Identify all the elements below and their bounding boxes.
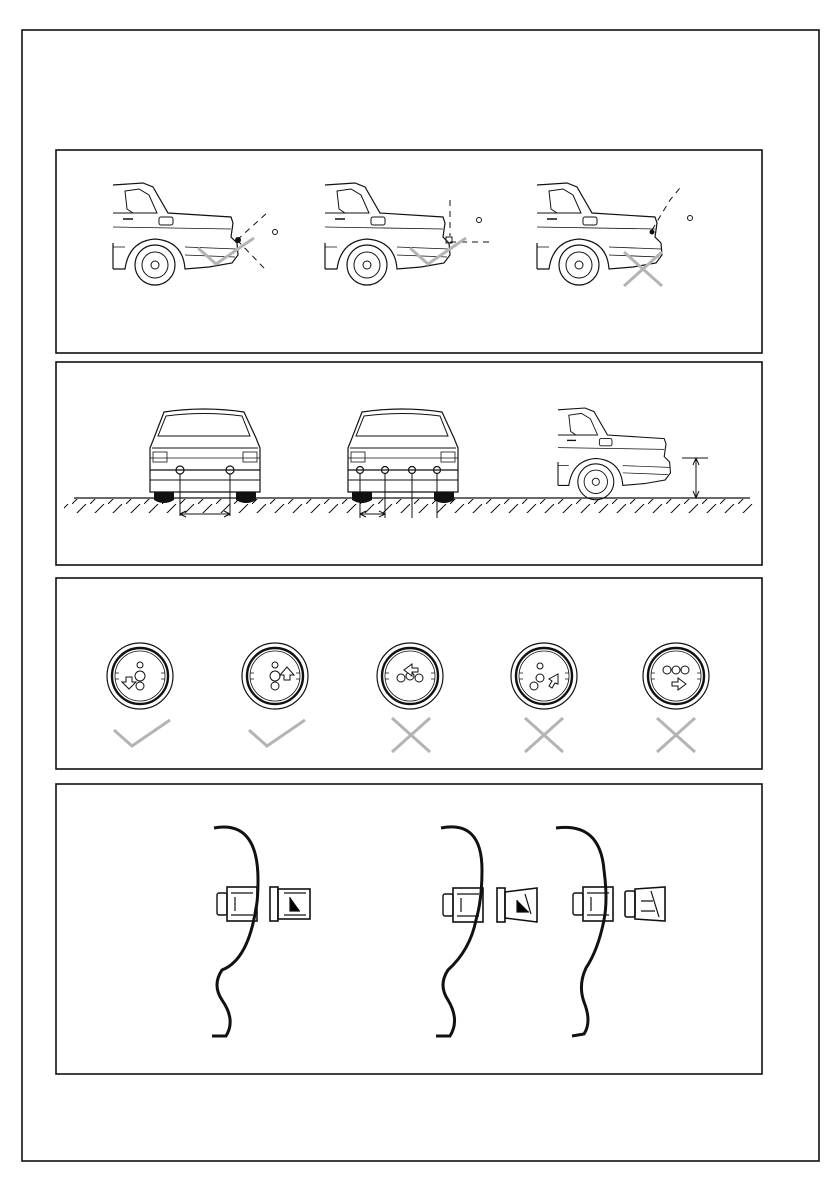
option-orientation-1 bbox=[107, 643, 173, 746]
sensor-face-icon bbox=[511, 643, 577, 709]
cross-icon bbox=[392, 718, 430, 752]
sensor-ring-icon bbox=[625, 887, 665, 921]
bumper-profile bbox=[436, 827, 482, 1036]
car-rear-side-icon bbox=[558, 408, 671, 500]
panel-frame bbox=[56, 362, 762, 565]
option-orientation-3 bbox=[377, 643, 443, 752]
sensor-face-icon bbox=[242, 643, 308, 709]
arrow-right-icon bbox=[672, 678, 686, 690]
page-border bbox=[22, 30, 819, 1161]
sensor-ring-icon bbox=[497, 888, 537, 922]
detection-beam bbox=[450, 200, 494, 242]
cross-icon bbox=[624, 252, 662, 286]
sensor-point bbox=[235, 237, 241, 243]
panel-mount-angle bbox=[56, 150, 762, 353]
cross-icon bbox=[657, 718, 695, 752]
option-angled-up-correct bbox=[113, 183, 278, 285]
option-orientation-2 bbox=[242, 643, 308, 746]
panel-frame bbox=[56, 150, 762, 353]
car-rear-view-icon bbox=[150, 409, 260, 503]
sensor-bumper-icon bbox=[217, 887, 257, 921]
height-dimension bbox=[682, 458, 708, 498]
check-icon bbox=[114, 720, 170, 746]
bumper-profile bbox=[556, 827, 606, 1036]
car-rear-side-icon bbox=[325, 183, 450, 285]
option-insertion-angled-a bbox=[436, 827, 537, 1036]
panel-sensor-insertion bbox=[56, 784, 762, 1074]
detection-beam bbox=[652, 188, 680, 230]
car-rear-side-icon bbox=[113, 183, 238, 285]
option-mount-height bbox=[558, 408, 708, 500]
panel-sensor-orientation bbox=[56, 578, 762, 769]
arrow-down-icon bbox=[122, 677, 136, 689]
cross-icon bbox=[525, 718, 563, 752]
bumper-profile bbox=[212, 827, 258, 1036]
obstacle-marker bbox=[688, 216, 693, 221]
arrow-up-icon bbox=[280, 667, 294, 680]
sensor-ring-icon bbox=[270, 887, 310, 921]
detection-beam bbox=[237, 212, 268, 270]
sensor-point bbox=[650, 230, 655, 235]
panel-sensor-spacing-height bbox=[56, 362, 762, 565]
check-icon bbox=[198, 238, 254, 264]
obstacle-marker bbox=[273, 230, 278, 235]
option-angled-down-incorrect bbox=[537, 183, 693, 286]
sensor-face-icon bbox=[643, 643, 709, 709]
option-orientation-4 bbox=[511, 643, 577, 752]
car-rear-view-icon bbox=[348, 409, 458, 503]
option-level-correct bbox=[325, 183, 494, 285]
panel-frame bbox=[56, 784, 762, 1074]
check-icon bbox=[410, 238, 466, 264]
sensor-face-icon bbox=[377, 643, 443, 709]
option-orientation-5 bbox=[643, 643, 709, 752]
sensor-face-icon bbox=[107, 643, 173, 709]
option-insertion-angled-b bbox=[556, 827, 665, 1036]
check-icon bbox=[249, 720, 305, 746]
arrow-up-right-icon bbox=[549, 674, 558, 688]
obstacle-marker bbox=[477, 218, 482, 223]
option-insertion-flush bbox=[212, 827, 310, 1036]
